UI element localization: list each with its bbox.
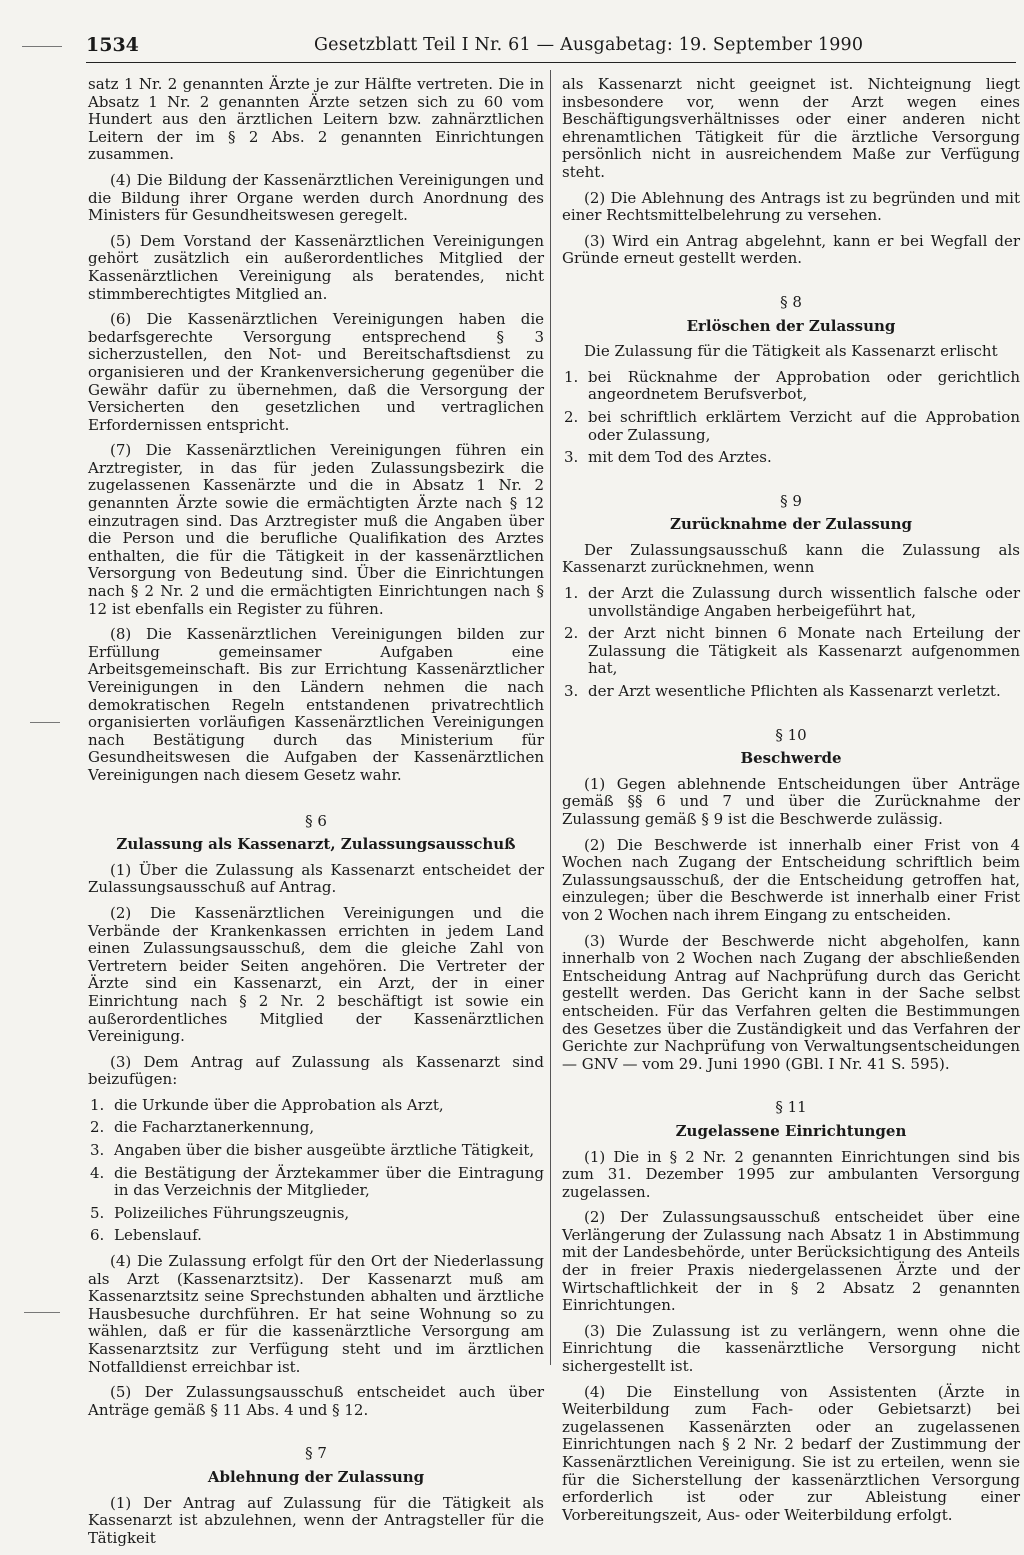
paragraph: (3) Wurde der Beschwerde nicht abgeholfen, kann innerhalb von 2 Wochen nach Zugang der abschließenden Entscheidung Antrag auf Nachprüfung durch das Gericht gestellt werden. Das Gericht kann in der Sache selbst entscheiden. Für das Verfahren gelten die Bestimmungen des Gesetzes über die Zuständigkeit und das Verfahren der Gerichte zur Nachprüfung von Verwaltungsentscheidungen — GNV — vom 29. Juni 1990 (GBl. I Nr. 41 S. 595). xyxy=(562,931,1020,1073)
list-item: 1. die Urkunde über die Approbation als Arzt, xyxy=(90,1095,444,1114)
section-title: Ablehnung der Zulassung xyxy=(207,1467,425,1486)
right-column xyxy=(562,76,1020,1532)
list-item: 2. die Facharztanerkennung, xyxy=(90,1118,315,1137)
expiry-list xyxy=(562,369,1020,467)
section-number: § 6 xyxy=(305,811,327,830)
paragraph: (2) Die Kassenärztlichen Vereinigungen und die Verbände der Krankenkassen errichten in jedem Land einen Zulassungsausschuß, dem die gleiche Zahl von Vertretern beider Seiten angehören. Die Vertreter der Ärzte sind ein Kassenarzt, ein Arzt, der in einer Einrichtung nach § 2 Nr. 2 beschäftigt ist sowie ein außerordentliches Mitglied der Kassenärztlichen Vereinigung. xyxy=(88,903,544,1046)
list-item: 1. der Arzt die Zulassung durch wissentlich falsche oder unvollständige Angaben herbeigeführt hat, xyxy=(564,584,1020,620)
paragraph: (8) Die Kassenärztlichen Vereinigungen bilden zur Erfüllung gemeinsamer Aufgaben eine Arbeitsgemeinschaft. Bis zur Errichtung Kassenärztlicher Vereinigungen in den Ländern nehmen die nach demokratischen Regeln entstandenen privatrechtlich organisierten vorläufigen Kassenärztlichen Vereinigungen nach Bestätigung durch das Ministerium für Gesundheitswesen die Aufgaben der Kassenärztlichen Vereinigungen nach diesem Gesetz wahr. xyxy=(88,625,544,784)
list-item: 6. Lebenslauf. xyxy=(90,1226,202,1245)
paragraph: (5) Dem Vorstand der Kassenärztlichen Vereinigungen gehört zusätzlich ein außerordentliches Mitglied der Kassenärztlichen Vereinigung als beratendes, nicht stimmberechtigtes Mitglied an. xyxy=(88,231,544,303)
section-number: § 7 xyxy=(305,1444,327,1463)
margin-marks xyxy=(0,0,80,1381)
list-item: 1. bei Rücknahme der Approbation oder gerichtlich angeordnetem Berufsverbot, xyxy=(564,367,1020,404)
paragraph: (2) Der Zulassungsausschuß entscheidet über eine Verlängerung der Zulassung nach Absatz 1 in Abstimmung mit der Landesbehörde, unter Berücksichtigung des Anteils der in freier Praxis niedergelassenen Ärzte und der Wirtschaftlichkeit der in § 2 Absatz 2 genannten Einrichtungen. xyxy=(562,1208,1020,1315)
paragraph: satz 1 Nr. 2 genannten Ärzte je zur Hälfte vertreten. Die in Absatz 1 Nr. 2 genannten Ärzte setzen sich zu 60 vom Hundert aus den ärztlichen Leitern bzw. zahnärztlichen Leitern der im § 2 Abs. 2 genannten Einrichtungen zusammen. xyxy=(88,75,544,164)
section-number: § 10 xyxy=(775,725,807,744)
paragraph: (2) Die Ablehnung des Antrags ist zu begründen und mit einer Rechtsmittelbelehrung zu versehen. xyxy=(562,188,1020,225)
paragraph: (1) Der Antrag auf Zulassung für die Tätigkeit als Kassenarzt ist abzulehnen, wenn der Antragsteller für die Tätigkeit xyxy=(88,1493,544,1547)
paragraph: (3) Wird ein Antrag abgelehnt, kann er bei Wegfall der Gründe erneut gestellt werden. xyxy=(562,231,1020,268)
section-number: § 11 xyxy=(775,1098,807,1117)
paragraph: (7) Die Kassenärztlichen Vereinigungen führen ein Arztregister, in das für jeden Zulassungsbezirk die zugelassenen Kassenärzte und die in Absatz 1 Nr. 2 genannten Ärzte sowie die ermächtigten Ärzte nach § 12 einzutragen sind. Das Arztregister muß die Angaben über die Person und die berufliche Qualifikation des Arztes enthalten, die für die Tätigkeit in der kassenärztlichen Versorgung von Bedeutung sind. Über die Einrichtungen nach § 2 Nr. 2 und die ermächtigten Einrichtungen nach § 12 ist ebenfalls ein Register zu führen. xyxy=(88,441,544,618)
paragraph: (4) Die Zulassung erfolgt für den Ort der Niederlassung als Arzt (Kassenarztsitz). Der Kassenarzt muß am Kassenarztsitz seine Sprechstunden abhalten und ärztliche Hausbesuche durchführen. Er hat seine Wohnung so zu wählen, daß er für die kassenärztliche Versorgung am Kassenarztsitz zur Verfügung steht und im ärztlichen Notfalldienst erreichbar ist. xyxy=(88,1252,544,1376)
section-title: Zurücknahme der Zulassung xyxy=(670,515,912,534)
column-divider xyxy=(550,70,551,1365)
list-item: 4. die Bestätigung der Ärztekammer über die Eintragung in das Verzeichnis der Mitglieder, xyxy=(90,1163,544,1200)
page-header xyxy=(86,34,1016,63)
list-item: 3. mit dem Tod des Arztes. xyxy=(564,448,772,467)
page-number: 1534 xyxy=(86,34,139,56)
paragraph: (5) Der Zulassungsausschuß entscheidet auch über Anträge gemäß § 11 Abs. 4 und § 12. xyxy=(88,1383,544,1419)
paragraph: (3) Dem Antrag auf Zulassung als Kassenarzt sind beizufügen: xyxy=(88,1052,544,1089)
paragraph: (4) Die Bildung der Kassenärztlichen Vereinigungen und die Bildung ihrer Organe werden durch Anordnung des Ministers für Gesundheitswesen geregelt. xyxy=(88,170,544,225)
list-item: 5. Polizeiliches Führungszeugnis, xyxy=(90,1203,350,1222)
paragraph: (2) Die Beschwerde ist innerhalb einer Frist von 4 Wochen nach Zugang der Entscheidung schriftlich beim Zulassungsausschuß, der die Entscheidung getroffen hat, einzulegen; über die Beschwerde ist innerhalb einer Frist von 2 Wochen nach ihrem Eingang zu entscheiden. xyxy=(562,835,1020,924)
section-number: § 8 xyxy=(780,292,802,311)
section-title: Zugelassene Einrichtungen xyxy=(675,1121,907,1140)
paragraph: (3) Die Zulassung ist zu verlängern, wenn ohne die Einrichtung die kassenärztliche Versorgung nicht sichergestellt ist. xyxy=(562,1321,1020,1376)
requirements-list xyxy=(88,1097,544,1245)
section-title: Erlöschen der Zulassung xyxy=(686,316,896,335)
paragraph: als Kassenarzt nicht geeignet ist. Nichteignung liegt insbesondere vor, wenn der Arzt wegen eines Beschäftigungsverhältnisses oder einer anderen nicht ehrenamtlichen Tätigkeit für die ärztliche Versorgung persönlich nicht in ausreichendem Maße zur Verfügung steht. xyxy=(562,75,1020,181)
paragraph: (1) Gegen ablehnende Entscheidungen über Anträge gemäß §§ 6 und 7 und über die Zurücknahme der Zulassung gemäß § 9 ist die Beschwerde zulässig. xyxy=(562,774,1020,828)
paragraph: (1) Über die Zulassung als Kassenarzt entscheidet der Zulassungsausschuß auf Antrag. xyxy=(88,860,544,897)
list-item: 2. bei schriftlich erklärtem Verzicht auf die Approbation oder Zulassung, xyxy=(564,407,1020,444)
list-item: 2. der Arzt nicht binnen 6 Monate nach Erteilung der Zulassung die Tätigkeit als Kassenarzt aufgenommen hat, xyxy=(564,624,1020,678)
left-column xyxy=(88,76,544,1555)
section-title: Beschwerde xyxy=(740,749,842,768)
paragraph: Die Zulassung für die Tätigkeit als Kassenarzt erlischt xyxy=(584,342,998,361)
list-item: 3. der Arzt wesentliche Pflichten als Kassenarzt verletzt. xyxy=(564,682,1001,701)
section-number: § 9 xyxy=(780,491,802,510)
section-title: Zulassung als Kassenarzt, Zulassungsausschuß xyxy=(116,835,516,854)
list-item: 3. Angaben über die bisher ausgeübte ärztliche Tätigkeit, xyxy=(90,1141,535,1160)
paragraph: (6) Die Kassenärztlichen Vereinigungen haben die bedarfsgerechte Versorgung entsprechend § 3 sicherzustellen, den Not- und Bereitschaftsdienst zu organisieren und der Krankenversicherung gegenüber die Gewähr dafür zu übernehmen, daß die Versorgung der Versicherten den gesetzlichen und vertraglichen Erfordernissen entspricht. xyxy=(88,310,544,434)
gazette-title: Gesetzblatt Teil I Nr. 61 — Ausgabetag: 19. September 1990 xyxy=(314,35,864,55)
paragraph: (1) Die in § 2 Nr. 2 genannten Einrichtungen sind bis zum 31. Dezember 1995 zur ambulanten Versorgung zugelassen. xyxy=(562,1147,1020,1201)
withdrawal-list xyxy=(562,585,1020,701)
paragraph: Der Zulassungsausschuß kann die Zulassung als Kassenarzt zurücknehmen, wenn xyxy=(562,540,1020,577)
paragraph: (4) Die Einstellung von Assistenten (Ärzte in Weiterbildung zum Fach- oder Gebietsarzt) bei zugelassenen Kassenärzten oder an zugelassenen Einrichtungen nach § 2 Nr. 2 bedarf der Zustimmung der Kassenärztlichen Vereinigung. Sie ist zu erteilen, wenn sie für die Sicherstellung der kassenärztlichen Versorgung erforderlich ist oder zur Ableistung einer Vorbereitungszeit, Aus- oder Weiterbildung erfolgt. xyxy=(562,1382,1020,1524)
